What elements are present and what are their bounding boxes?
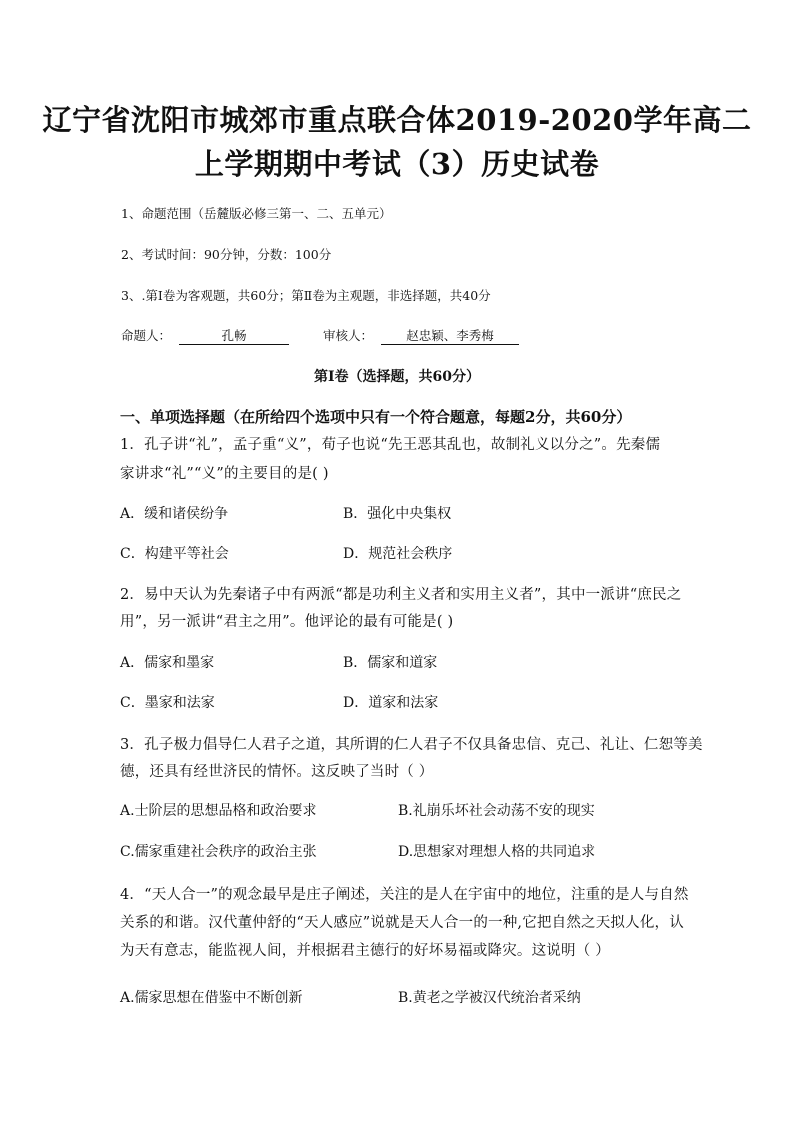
question-1-option-b: B．强化中央集权 [343,506,452,522]
exam-title-line-2: 上学期期中考试（3）历史试卷 [194,147,600,181]
question-1-option-c: C．构建平等社会 [120,546,229,562]
volume-note: 3、.第Ⅰ卷为客观题，共60分；第Ⅱ卷为主观题，非选择题，共40分 [121,288,491,303]
author-value: 孔畅 [179,326,289,345]
question-3-option-c: C.儒家重建社会秩序的政治主张 [120,844,317,860]
question-1-line-2: 家讲求“礼”“义”的主要目的是( ) [120,466,329,482]
question-2-line-1: 2．易中天认为先秦诸子中有两派“都是功利主义者和实用主义者”，其中一派讲“庶民之 [120,587,682,603]
exam-title-line-1: 辽宁省沈阳市城郊市重点联合体2019-2020学年高二 [42,103,752,137]
question-1-option-d: D．规范社会秩序 [343,546,453,562]
question-3-option-d: D.思想家对理想人格的共同追求 [398,844,596,860]
time-score-note: 2、考试时间：90分钟，分数：100分 [121,247,332,262]
question-2-line-2: 用”，另一派讲“君主之用”。他评论的最有可能是( ) [120,614,454,630]
section-title: 一、单项选择题（在所给四个选项中只有一个符合题意，每题2分，共60分） [120,408,632,426]
volume-title: 第Ⅰ卷（选择题，共60分） [313,369,481,385]
question-3-option-a: A.士阶层的思想品格和政治要求 [120,803,317,819]
question-3-line-2: 德，还具有经世济民的情怀。这反映了当时（ ） [120,764,434,780]
scope-note: 1、命题范围（岳麓版必修三第一、二、五单元） [121,206,392,221]
question-4-option-b: B.黄老之学被汉代统治者采纳 [398,990,581,1006]
question-2-option-b: B．儒家和道家 [343,655,438,671]
reviewer-value: 赵忠颖、李秀梅 [381,326,519,345]
question-2-option-a: A．儒家和墨家 [120,655,215,671]
question-4-line-2: 关系的和谐。汉代董仲舒的“天人感应”说就是天人合一的一种,它把自然之天拟人化，认 [120,915,684,931]
question-4-line-1: 4．“天人合一”的观念最早是庄子阐述，关注的是人在宇宙中的地位，注重的是人与自然 [120,887,689,903]
question-1-option-a: A．缓和诸侯纷争 [120,506,229,522]
author-label: 命题人： [121,328,172,343]
author-row [121,326,519,345]
question-2-option-d: D．道家和法家 [343,695,439,711]
question-4-line-3: 为天有意志，能监视人间，并根据君主德行的好坏易福或降灾。这说明（ ） [120,943,610,959]
question-1-line-1: 1．孔子讲“礼”，孟子重“义”，荀子也说“先王恶其乱也，故制礼义以分之”。先秦儒 [120,437,661,453]
question-3-line-1: 3．孔子极力倡导仁人君子之道，其所谓的仁人君子不仅具备忠信、克己、礼让、仁恕等美 [120,737,703,753]
question-2-option-c: C．墨家和法家 [120,695,215,711]
question-4-option-a: A.儒家思想在借鉴中不断创新 [120,990,303,1006]
reviewer-label: 审核人： [322,328,373,343]
question-3-option-b: B.礼崩乐坏社会动荡不安的现实 [398,803,595,819]
